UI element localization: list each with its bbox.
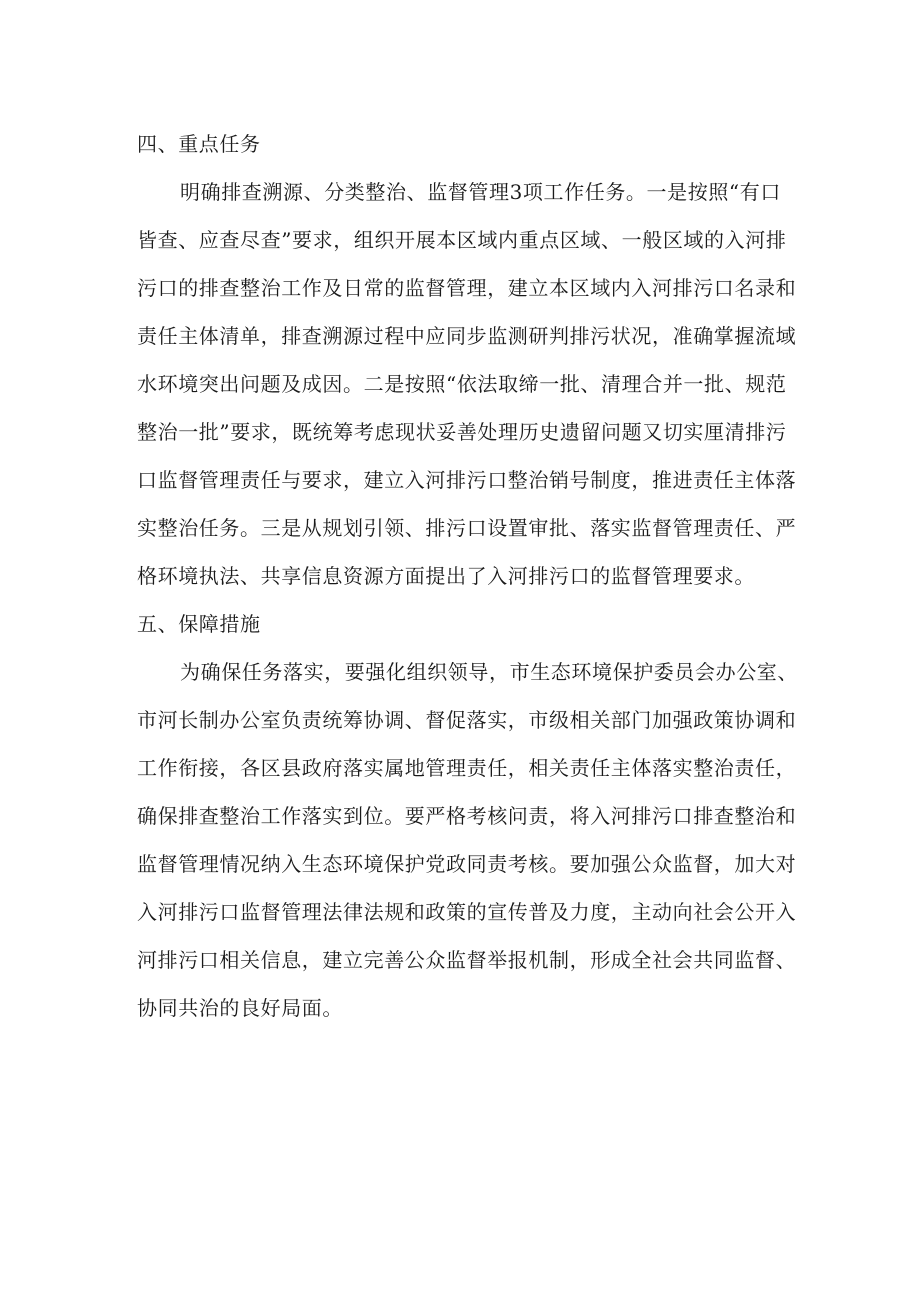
section-heading-safeguards: 五、保障措施 <box>137 612 261 636</box>
paragraph-line: 口监督管理责任与要求，建立入河排污口整治销号制度，推进责任主体落 <box>137 468 797 492</box>
paragraph-line: 明确排查溯源、分类整治、监督管理3项工作任务。一是按照“有口 <box>180 180 781 204</box>
paragraph-line: 皆查、应查尽查”要求，组织开展本区域内重点区域、一般区域的入河排 <box>137 228 787 252</box>
paragraph-line: 责任主体清单，排查溯源过程中应同步监测研判排污状况，准确掌握流域 <box>137 324 797 348</box>
paragraph-line: 入河排污口监督管理法律法规和政策的宣传普及力度，主动向社会公开入 <box>137 900 797 924</box>
paragraph-line: 格环境执法、共享信息资源方面提出了入河排污口的监督管理要求。 <box>137 564 755 588</box>
paragraph-line: 河排污口相关信息，建立完善公众监督举报机制，形成全社会共同监督、 <box>137 948 797 972</box>
paragraph-line: 监督管理情况纳入生态环境保护党政同责考核。要加强公众监督，加大对 <box>137 852 797 876</box>
paragraph-line: 确保排查整治工作落实到位。要严格考核问责，将入河排污口排查整治和 <box>137 804 797 828</box>
paragraph-line: 工作衔接，各区县政府落实属地管理责任，相关责任主体落实整治责任， <box>137 756 797 780</box>
paragraph-line: 污口的排查整治工作及日常的监督管理，建立本区域内入河排污口名录和 <box>137 276 797 300</box>
paragraph-line: 为确保任务落实，要强化组织领导，市生态环境保护委员会办公室、 <box>180 660 798 684</box>
section-heading-key-tasks: 四、重点任务 <box>137 132 261 156</box>
paragraph-line: 市河长制办公室负责统筹协调、督促落实，市级相关部门加强政策协调和 <box>137 708 797 732</box>
paragraph-line: 实整治任务。三是从规划引领、排污口设置审批、落实监督管理责任、严 <box>137 516 797 540</box>
paragraph-line: 整治一批”要求，既统筹考虑现状妥善处理历史遗留问题又切实厘清排污 <box>137 420 787 444</box>
paragraph-line: 协同共治的良好局面。 <box>137 996 343 1020</box>
paragraph-line: 水环境突出问题及成因。二是按照“依法取缔一批、清理合并一批、规范 <box>137 372 787 396</box>
